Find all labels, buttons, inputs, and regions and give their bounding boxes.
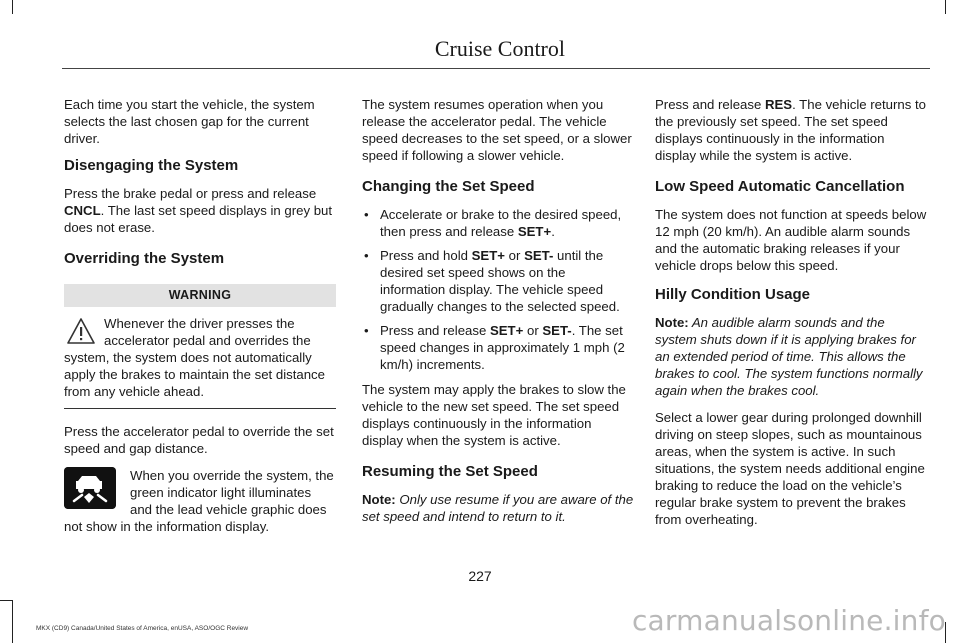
override-indicator-block [64, 467, 336, 535]
disengage-paragraph: Press the brake pedal or press and release CNCL. The last set speed displays in grey but does not erase. [64, 186, 333, 235]
resume-note: Note: Only use resume if you are aware of the set speed and intend to return to it. [362, 492, 634, 524]
heading-low-speed: Low Speed Automatic Cancellation [655, 178, 905, 195]
heading-resuming: Resuming the Set Speed [362, 463, 538, 480]
override-indicator-text: When you override the system, the green indicator light illuminates and the lead vehicle graphic does not show in the information display. [64, 468, 334, 534]
column-3 [655, 96, 927, 538]
heading-disengaging: Disengaging the System [64, 157, 239, 174]
res-paragraph: Press and release RES. The vehicle returns to the previously set speed. The set speed displays continuously in the information display while the system is active. [655, 97, 926, 163]
crop-mark-bottom-left-v [12, 600, 13, 643]
footer-text: MKX (CD9) Canada/United States of America, enUSA, ASO/OGC Review [36, 625, 249, 632]
heading-overriding: Overriding the System [64, 250, 225, 267]
crop-mark-top-right-v [945, 0, 946, 14]
brake-set-speed-paragraph: The system may apply the brakes to slow the vehicle to the new set speed. The set speed displays continuously in the information display when the system is active. [362, 382, 626, 448]
crop-mark-bottom-left-h [0, 600, 12, 601]
list-item: • Press and hold SET+ or SET- until the desired set speed shows on the information display. The vehicle speed gradually changes to the selected speed. [362, 247, 634, 315]
page-number: 227 [468, 568, 492, 584]
cncl-label: CNCL [64, 203, 101, 218]
header-divider [62, 68, 930, 69]
list-item: • Press and release SET+ or SET-. The set speed changes in approximately 1 mph (2 km/h) increments. [362, 322, 634, 373]
page-title: Cruise Control [434, 36, 565, 61]
crop-mark-top-left-v [12, 0, 13, 14]
resume-operation-paragraph: The system resumes operation when you release the accelerator pedal. The vehicle speed decreases to the set speed, or a slower speed if following a slower vehicle. [362, 97, 632, 163]
res-label: RES [764, 97, 793, 112]
hilly-note: Note: An audible alarm sounds and the system shuts down if it is applying brakes for an extended period of time. This allows the brakes to cool. The system functions normally again when the brakes cool. [655, 315, 923, 398]
column-2 [362, 96, 634, 535]
warning-box [64, 315, 336, 409]
watermark: carmanualsonline.info [631, 604, 946, 637]
low-speed-paragraph: The system does not function at speeds below 12 mph (20 km/h). An audible alarm sounds and the automatic braking releases if your vehicle drops below this speed. [655, 207, 927, 273]
gap-paragraph: Each time you start the vehicle, the system selects the last chosen gap for the current driver. [64, 97, 315, 146]
heading-changing-speed: Changing the Set Speed [362, 178, 535, 195]
column-1 [64, 96, 336, 535]
list-item: • Accelerate or brake to the desired speed, then press and release SET+. [362, 206, 634, 240]
change-speed-list [362, 206, 634, 373]
warning-header: WARNING [64, 284, 336, 307]
cruise-indicator-icon [64, 467, 116, 509]
warning-text: Whenever the driver presses the accelerator pedal and overrides the system, the system does not automatically apply the brakes to maintain the set distance from any vehicle ahead. [64, 316, 325, 399]
lower-gear-paragraph: Select a lower gear during prolonged downhill driving on steep slopes, such as mountainous areas, when the system is active. In such situations, the system needs additional engine braking to reduce the load on the vehicle’s regular brake system to prevent the brakes from overheating. [655, 410, 925, 527]
warning-triangle-icon [66, 317, 96, 345]
override-paragraph: Press the accelerator pedal to override the set speed and gap distance. [64, 424, 334, 456]
heading-hilly: Hilly Condition Usage [655, 286, 811, 303]
